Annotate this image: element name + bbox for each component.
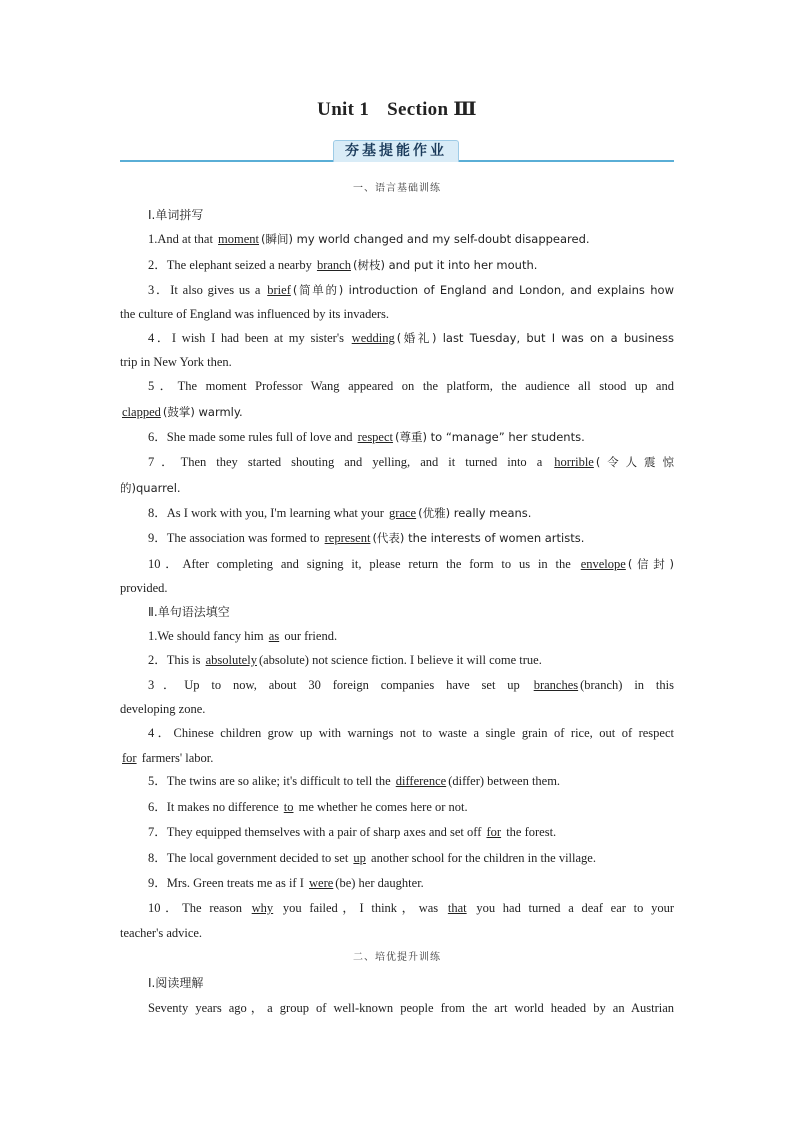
question-8: 8．As I work with you, I'm learning what your grace (优雅) really means. [148,506,532,520]
grammar-7: 7．They equipped themselves with a pair of sharp axes and set off for the forest. [148,825,557,839]
subheading-spelling: Ⅰ.单词拼写 [148,208,204,222]
grammar-10-cont: teacher's advice. [120,926,203,940]
banner [120,139,674,163]
grammar-3: 3．Up to now, about 30 foreign companies have set up branches (branch) in this [148,678,674,692]
question-7-cont: 的)quarrel. [120,481,181,495]
question-3: 3．It also gives us a brief (简单的) introduction of England and London, and explains how [148,283,674,297]
section-heading-language: 一、语言基础训练 [353,183,441,194]
question-4: 4．I wish I had been at my sister's wedding (婚礼) last Tuesday, but I was on a business [148,331,674,345]
question-5: 5．The moment Professor Wang appeared on the platform, the audience all stood up and [148,379,674,393]
question-4-cont: trip in New York then. [120,355,232,369]
answer: absolutely [205,653,257,667]
answer: moment [218,232,260,246]
answer: that [447,901,467,915]
banner-label: 夯基提能作业 [333,140,459,162]
page-title [120,98,674,121]
question-9: 9．The association was formed to represent (代表) the interests of women artists. [148,531,585,545]
answer: brief [267,283,291,297]
answer: were [309,876,334,890]
answer: why [251,901,274,915]
question-1: 1.And at that moment (瞬间) my world changed and my self-doubt disappeared. [148,232,590,246]
subheading-reading: Ⅰ.阅读理解 [148,976,204,990]
answer: up [353,851,366,865]
grammar-4-cont: for farmers' labor. [122,751,214,765]
question-10-cont: provided. [120,581,168,595]
grammar-10: 10．The reason why you failed，I think，was that you had turned a deaf ear to your [148,901,674,915]
answer: envelope [580,557,626,571]
grammar-5: 5．The twins are so alike; it's difficult to tell the difference (differ) between them. [148,774,561,788]
question-6: 6．She made some rules full of love and respect (尊重) to “manage” her students. [148,430,585,444]
unit-label: Unit 1 [317,99,370,120]
question-7: 7．Then they started shouting and yelling, and it turned into a horrible (令人震惊 [148,455,674,469]
grammar-3-cont: developing zone. [120,702,206,716]
answer: difference [395,774,447,788]
answer: clapped [122,405,161,419]
answer: wedding [351,331,395,345]
question-3-cont: the culture of England was influenced by its invaders. [120,307,390,321]
answer: for [486,825,502,839]
section-label: Section Ⅲ [387,99,477,120]
answer: represent [324,531,371,545]
grammar-2: 2．This is absolutely (absolute) not science fiction. I believe it will come true. [148,653,542,667]
grammar-9: 9．Mrs. Green treats me as if I were (be) her daughter. [148,876,424,890]
grammar-6: 6．It makes no difference to me whether he comes here or not. [148,800,468,814]
grammar-8: 8．The local government decided to set up another school for the children in the village. [148,851,596,865]
question-10: 10．After completing and signing it, please return the form to us in the envelope (信封) [148,557,674,571]
answer: respect [357,430,394,444]
answer: branch [316,258,351,272]
answer: horrible [554,455,594,469]
answer: to [283,800,294,814]
grammar-1: 1.We should fancy him as our friend. [148,629,338,643]
answer: grace [389,506,417,520]
answer: as [268,629,280,643]
grammar-4: 4．Chinese children grow up with warnings not to waste a single grain of rice, out of respect [148,726,674,740]
question-5-cont: clapped (鼓掌) warmly. [122,405,243,419]
answer: branches [533,678,579,692]
reading-paragraph: Seventy years ago，a group of well-known people from the art world headed by an Austrian [148,1001,674,1015]
subheading-grammar: Ⅱ.单句语法填空 [148,605,230,619]
question-2: 2．The elephant seized a nearby branch (树枝) and put it into her mouth. [148,258,538,272]
section-heading-advanced: 二、培优提升训练 [353,952,441,963]
answer: for [122,751,137,765]
